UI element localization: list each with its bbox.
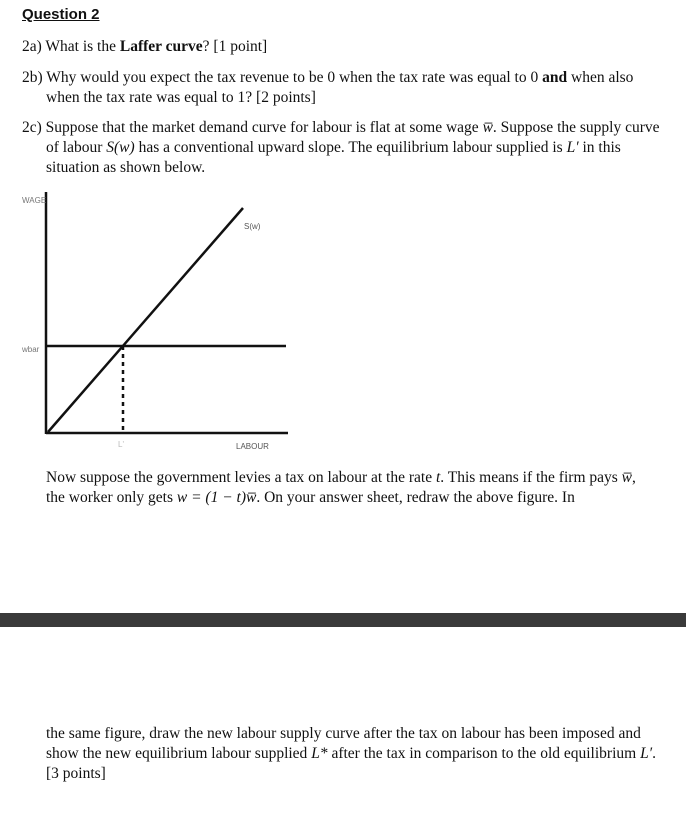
- cont-b3: . [3 points]: [46, 745, 656, 782]
- cont-text-3: , the worker only gets: [46, 469, 636, 506]
- q2b-text-before: Why would you expect the tax revenue to be 0 when the tax rate was equal to 0: [46, 69, 539, 86]
- cont-lprime: L′: [640, 745, 653, 762]
- q2a-number: 2a): [22, 38, 42, 55]
- q2c-part3: has a conventional upward slope. The equilibrium labour supplied is: [138, 139, 563, 156]
- equilibrium-label: L': [118, 440, 124, 449]
- q2c-sw: S(w): [106, 139, 135, 156]
- cont-text-4: . On your answer sheet, redraw the above figure. In: [256, 489, 575, 506]
- q2c-part1: Suppose that the market demand curve for labour is flat at some wage: [45, 119, 479, 136]
- cont-b2: after the tax in comparison to the old equilibrium: [331, 745, 637, 762]
- supply-curve: [48, 208, 243, 432]
- wage-label: wbar: [22, 345, 40, 354]
- cont-t: t: [435, 469, 441, 486]
- question-heading: Question 2: [22, 6, 100, 23]
- y-axis-label: WAGE: [22, 196, 47, 205]
- q2a-text-before: What is the: [45, 38, 116, 55]
- page-divider: [0, 613, 686, 627]
- continuation-bottom: [46, 724, 656, 784]
- cont-b1: the same figure, draw the new labour supply curve after the tax on labour has been imposed and show the new equilibrium labour supplied: [46, 725, 641, 762]
- q2b-emph: and: [542, 69, 568, 86]
- question-2c: [22, 118, 662, 178]
- labour-market-figure: [0, 188, 300, 458]
- cont-lstar: L*: [311, 745, 328, 762]
- cont-text-1: Now suppose the government levies a tax on labour at the rate: [46, 469, 433, 486]
- continuation-top: [46, 468, 656, 508]
- q2b-text-after: when also when the tax rate was equal to 1? [2 points]: [46, 69, 634, 106]
- supply-label: S(w): [244, 222, 261, 231]
- question-2b: [22, 68, 662, 108]
- x-axis-label: LABOUR: [236, 442, 269, 451]
- cont-formula: w = (1 − t)w̅: [176, 489, 257, 506]
- q2c-part2: . Suppose the supply curve of labour: [46, 119, 660, 156]
- q2a-term: Laffer curve: [119, 38, 203, 55]
- q2c-number: 2c): [22, 119, 42, 136]
- question-2a: [22, 37, 662, 57]
- cont-wbar: w̅: [621, 469, 633, 486]
- q2b-number: 2b): [22, 69, 43, 86]
- q2c-lprime: L′: [566, 139, 579, 156]
- q2c-wbar: w̅: [482, 119, 493, 136]
- q2c-part4: in this situation as shown below.: [46, 139, 621, 176]
- cont-text-2: . This means if the firm pays: [440, 469, 618, 486]
- q2a-text-after: ? [1 point]: [202, 38, 268, 55]
